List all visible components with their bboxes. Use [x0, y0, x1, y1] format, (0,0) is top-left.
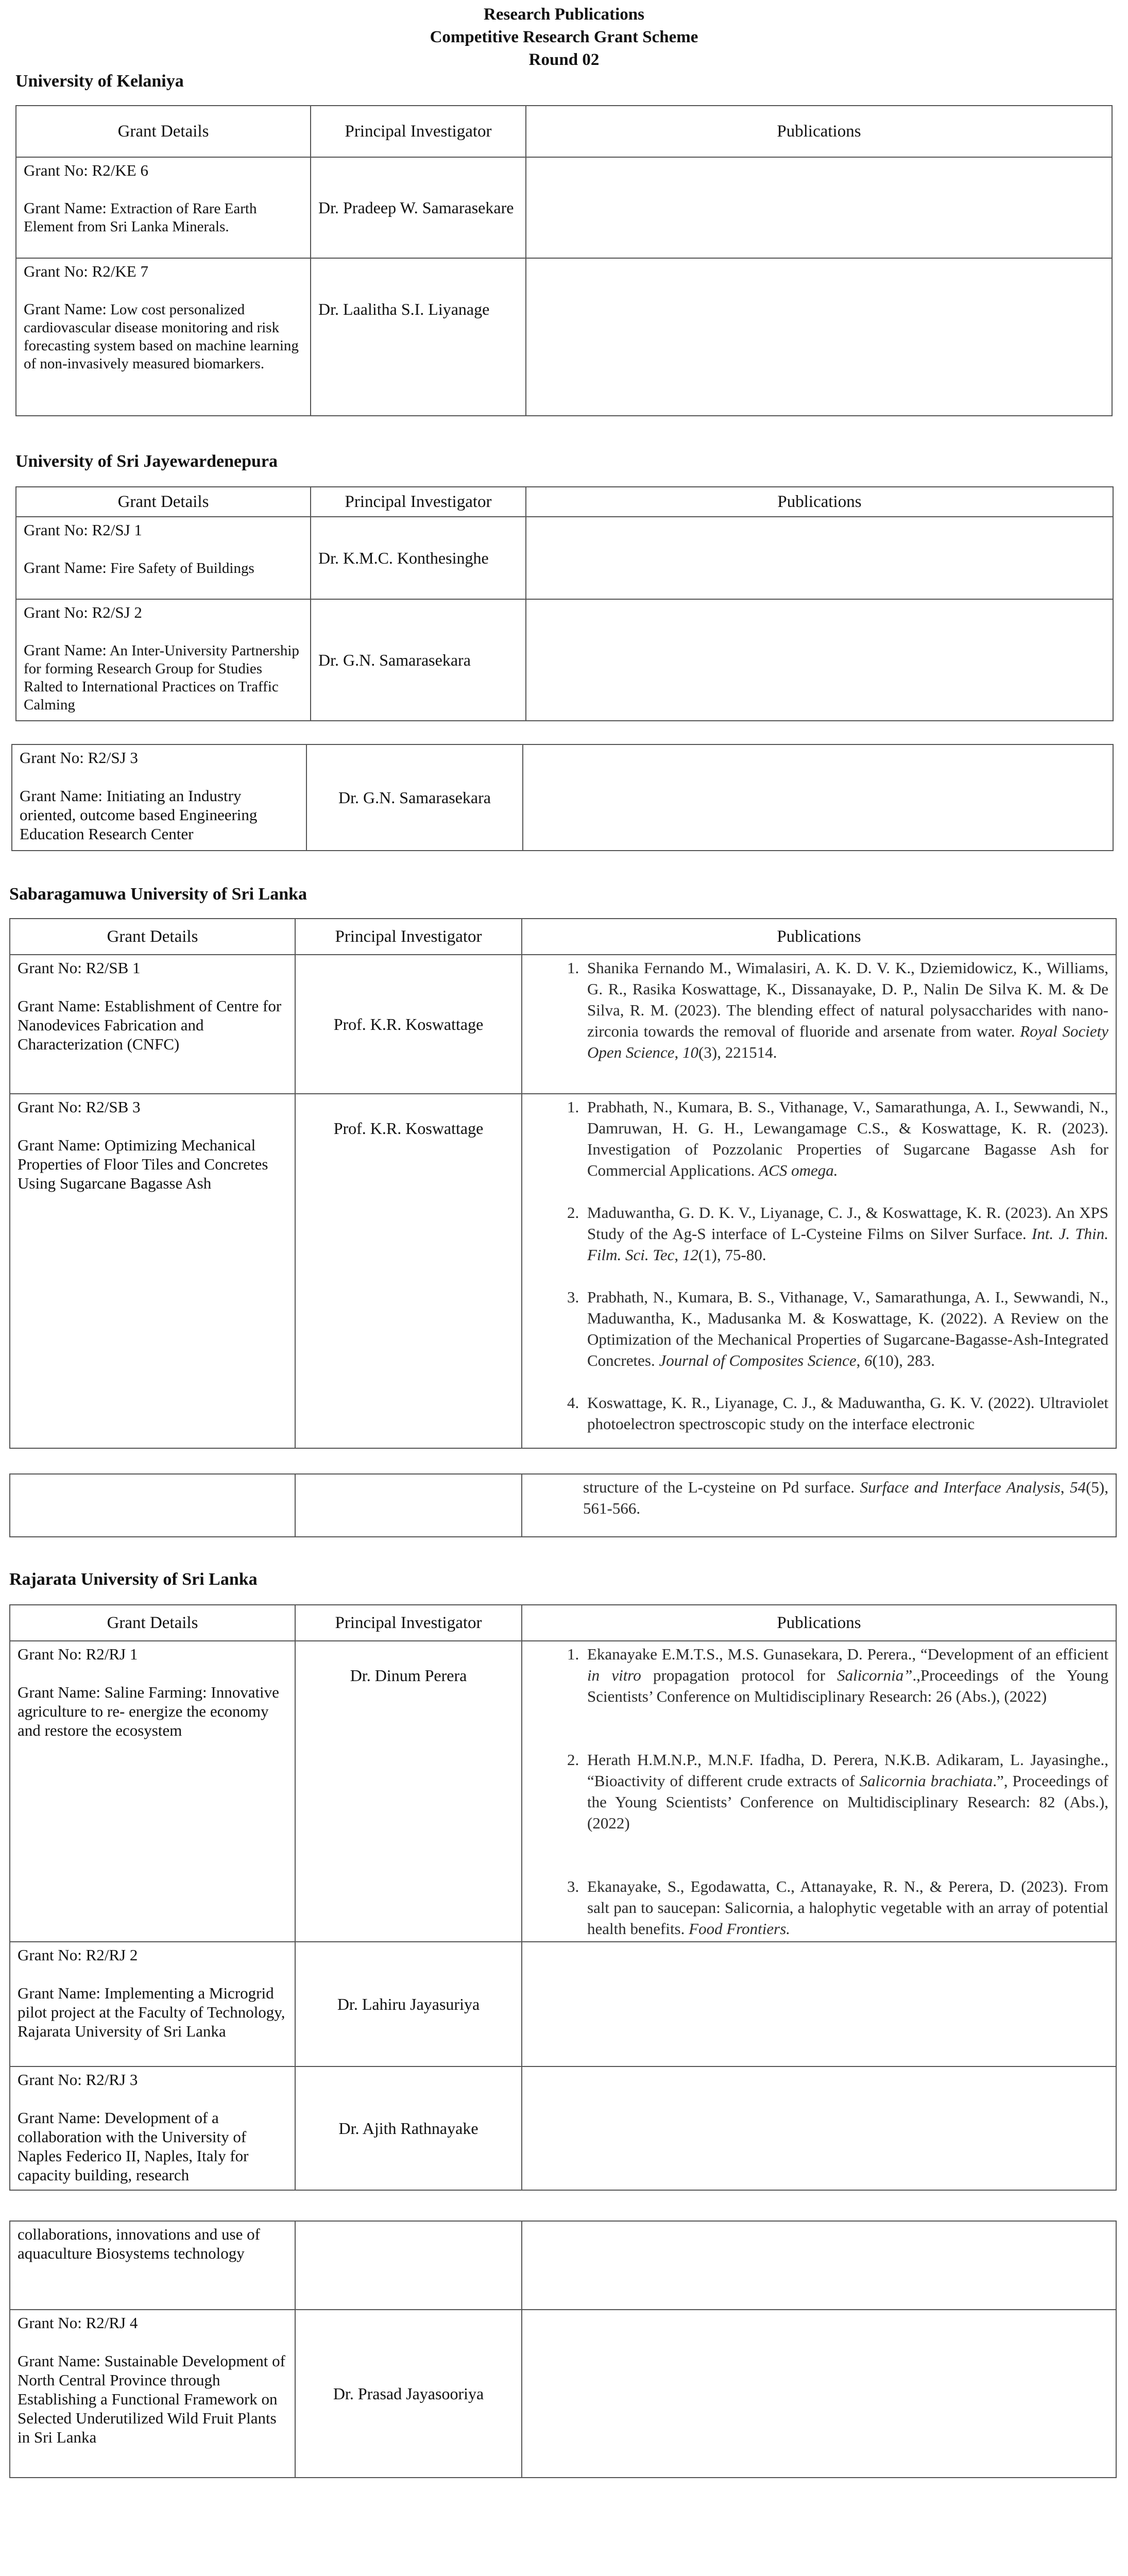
col-header-publications: Publications: [526, 106, 1112, 157]
grant-no: Grant No: R2/SB 3: [18, 1098, 141, 1116]
publications-cell: [522, 2221, 1116, 2310]
publications-cell: [522, 2310, 1116, 2478]
grant-no: Grant No: R2/RJ 2: [18, 1946, 138, 1964]
publications-cell: [522, 1641, 1116, 1942]
table-row: [10, 1474, 1116, 1537]
principal-investigator: Dr. G.N. Samarasekara: [306, 744, 523, 851]
table-row: [16, 157, 1112, 258]
table-row: [12, 744, 1113, 851]
doc-round: Round 02: [528, 50, 600, 69]
col-header-grant-details: Grant Details: [16, 106, 311, 157]
table-row: [10, 2310, 1116, 2478]
grant-details-cell: [10, 2310, 295, 2478]
col-header-principal-investigator: Principal Investigator: [295, 919, 522, 955]
col-header-principal-investigator: Principal Investigator: [295, 1605, 522, 1641]
grant-details-cell: [12, 744, 306, 851]
section-title-kelaniya: University of Kelaniya: [15, 72, 184, 91]
principal-investigator: Dr. G.N. Samarasekara: [311, 599, 526, 721]
grant-name-continuation: collaborations, innovations and use of aquaculture Biosystems technology: [18, 2225, 260, 2262]
sjp-table: [15, 486, 1114, 721]
grant-name: Grant Name: Initiating an Industry oriented, outcome based Engineering Education Research Center: [20, 787, 258, 843]
grant-no: Grant No: R2/SJ 1: [24, 521, 142, 539]
principal-investigator: Dr. Dinum Perera: [295, 1641, 522, 1942]
grant-name: Grant Name: Establishment of Centre for Nanodevices Fabrication and Characterization (CNFC): [18, 997, 282, 1053]
publication-item: 1. Ekanayake E.M.T.S., M.S. Gunasekara, D. Perera., “Development of an efficient in vitro propagation protocol for Salicornia”.,Proceedings of the Young Scientists’ Conference on Multidisciplinary Research: 26 (Abs.), (2022): [583, 1643, 1108, 1707]
grant-name: Grant Name: Sustainable Development of North Central Province through Establishing a Functional Framework on Selected Underutilized Wild Fruit Plants in Sri Lanka: [18, 2352, 285, 2446]
grant-details-cell: [10, 1942, 295, 2066]
sabaragamuwa-table: [9, 918, 1117, 1449]
principal-investigator: [295, 2221, 522, 2310]
table-row: [16, 599, 1113, 721]
section-title-rajarata: Rajarata University of Sri Lanka: [9, 1570, 258, 1589]
grant-name: Grant Name: Saline Farming: Innovative agriculture to re- energize the economy and restore the ecosystem: [18, 1683, 279, 1739]
principal-investigator: Dr. Laalitha S.I. Liyanage: [311, 258, 526, 416]
col-header-grant-details: Grant Details: [16, 487, 311, 517]
principal-investigator: Dr. Pradeep W. Samarasekare: [311, 157, 526, 258]
grant-details-cell: [16, 599, 311, 721]
publication-item: 1. Shanika Fernando M., Wimalasiri, A. K. D. V. K., Dziemidowicz, K., Williams, G. R., Rasika Koswattage, K., Dissanayake, D. P., Nalin De Silva K. M. & De Silva, R. M. (2023). The blending effect of natural polysaccharides with nano-zirconia towards the removal of fluoride and arsenate from water. Royal Society Open Science, 10(3), 221514.: [583, 957, 1108, 1063]
grant-details-cell: [10, 2066, 295, 2190]
grant-details-cell: [10, 1474, 295, 1537]
grant-no: Grant No: R2/RJ 1: [18, 1645, 138, 1663]
principal-investigator: Prof. K.R. Koswattage: [295, 955, 522, 1094]
table-row: [16, 258, 1112, 416]
rajarata-table-continued: [9, 2221, 1117, 2478]
grant-details-cell: [16, 258, 311, 416]
principal-investigator: Dr. K.M.C. Konthesinghe: [311, 517, 526, 599]
col-header-publications: Publications: [526, 487, 1113, 517]
publication-item: 1. Prabhath, N., Kumara, B. S., Vithanage, V., Samarathunga, A. I., Sewwandi, N., Damruwan, H. G. H., Lewangamage C.S., & Koswattage, K. R. (2023). Investigation of Pozzolanic Properties of Sugarcane Bagasse Ash for Commercial Applications. ACS omega.: [583, 1096, 1108, 1181]
publications-cell: [522, 1474, 1116, 1537]
publication-item: 4. Koswattage, K. R., Liyanage, C. J., & Maduwantha, G. K. V. (2022). Ultraviolet photoelectron spectroscopic study on the interface electronic: [583, 1392, 1108, 1434]
publication-item: 3. Ekanayake, S., Egodawatta, C., Attanayake, R. N., & Perera, D. (2023). From salt pan to saucepan: Salicornia, a halophytic vegetable with an array of potential health benefits. Food Frontiers.: [583, 1876, 1108, 1939]
grant-no: Grant No: R2/SJ 3: [20, 749, 138, 767]
grant-details-cell: [16, 517, 311, 599]
publications-cell: [522, 1094, 1116, 1448]
grant-name: Grant Name: Low cost personalized cardiovascular disease monitoring and risk forecasting system based on machine learning of non-invasively measured biomarkers.: [24, 300, 299, 372]
table-row: [16, 517, 1113, 599]
principal-investigator: Prof. K.R. Koswattage: [295, 1094, 522, 1448]
table-row: [10, 2221, 1116, 2310]
col-header-principal-investigator: Principal Investigator: [311, 487, 526, 517]
col-header-publications: Publications: [522, 919, 1116, 955]
publication-item: 2. Herath H.M.N.P., M.N.F. Ifadha, D. Perera, N.K.B. Adikaram, L. Jayasinghe., “Bioactivity of different crude extracts of Salicornia brachiata.”, Proceedings of the Young Scientists’ Conference on Multidisciplinary Research: 82 (Abs.), (2022): [583, 1749, 1108, 1834]
table-row: [10, 1942, 1116, 2066]
principal-investigator: Dr. Lahiru Jayasuriya: [295, 1942, 522, 2066]
table-row: [10, 2066, 1116, 2190]
grant-name: Grant Name: Optimizing Mechanical Properties of Floor Tiles and Concretes Using Sugarcane Bagasse Ash: [18, 1136, 268, 1192]
sjp-table-continued: [11, 744, 1114, 851]
publication-continuation: structure of the L-cysteine on Pd surface. Surface and Interface Analysis, 54(5), 561-566.: [583, 1478, 1108, 1517]
grant-no: Grant No: R2/RJ 3: [18, 2071, 138, 2089]
col-header-publications: Publications: [522, 1605, 1116, 1641]
publication-item: 2. Maduwantha, G. D. K. V., Liyanage, C. J., & Koswattage, K. R. (2023). An XPS Study of the Ag-S interface of L-Cysteine Films on Silver Surface. Int. J. Thin. Film. Sci. Tec, 12(1), 75-80.: [583, 1202, 1108, 1265]
principal-investigator: Dr. Prasad Jayasooriya: [295, 2310, 522, 2478]
grant-name: Grant Name: Implementing a Microgrid pilot project at the Faculty of Technology, Rajarata University of Sri Lanka: [18, 1984, 285, 2040]
grant-details-cell: [16, 157, 311, 258]
table-row: [10, 955, 1116, 1094]
grant-no: Grant No: R2/KE 7: [24, 262, 148, 280]
publications-cell: [522, 1942, 1116, 2066]
grant-name: Grant Name: Fire Safety of Buildings: [24, 558, 254, 577]
doc-title: Research Publications: [484, 5, 644, 24]
publications-cell: [523, 744, 1113, 851]
publications-cell: [526, 599, 1113, 721]
principal-investigator: Dr. Ajith Rathnayake: [295, 2066, 522, 2190]
publication-item: 3. Prabhath, N., Kumara, B. S., Vithanage, V., Samarathunga, A. I., Sewwandi, N., Maduwantha, K., Madusanka M. & Koswattage, K. (2022). A Review on the Optimization of the Mechanical Properties of Sugarcane-Bagasse-Ash-Integrated Concretes. Journal of Composites Science, 6(10), 283.: [583, 1286, 1108, 1371]
grant-name: Grant Name: Development of a collaboration with the University of Naples Federico II, Naples, Italy for capacity building, research: [18, 2109, 249, 2184]
table-row: [10, 1641, 1116, 1942]
publications-cell: [522, 2066, 1116, 2190]
grant-no: Grant No: R2/SJ 2: [24, 603, 142, 621]
rajarata-table: [9, 1604, 1117, 2191]
table-row: [10, 1094, 1116, 1448]
publications-cell: [522, 955, 1116, 1094]
grant-details-cell: [10, 1094, 295, 1448]
col-header-grant-details: Grant Details: [10, 1605, 295, 1641]
publications-cell: [526, 258, 1112, 416]
section-title-sjp: University of Sri Jayewardenepura: [15, 452, 278, 471]
grant-name: Grant Name: Extraction of Rare Earth Element from Sri Lanka Minerals.: [24, 199, 257, 235]
section-title-sabaragamuwa: Sabaragamuwa University of Sri Lanka: [9, 885, 307, 904]
principal-investigator: [295, 1474, 522, 1537]
grant-details-cell: [10, 955, 295, 1094]
grant-details-cell: [10, 2221, 295, 2310]
grant-name: Grant Name: An Inter-University Partnership for forming Research Group for Studies Ralted to International Practices on Traffic Calming: [24, 641, 299, 713]
publications-cell: [526, 157, 1112, 258]
col-header-grant-details: Grant Details: [10, 919, 295, 955]
sabaragamuwa-table-continued: [9, 1473, 1117, 1537]
grant-details-cell: [10, 1641, 295, 1942]
grant-no: Grant No: R2/RJ 4: [18, 2314, 138, 2332]
kelaniya-table: [15, 105, 1113, 416]
grant-no: Grant No: R2/SB 1: [18, 959, 141, 977]
col-header-principal-investigator: Principal Investigator: [311, 106, 526, 157]
doc-subtitle: Competitive Research Grant Scheme: [430, 28, 698, 46]
publications-cell: [526, 517, 1113, 599]
grant-no: Grant No: R2/KE 6: [24, 161, 148, 179]
